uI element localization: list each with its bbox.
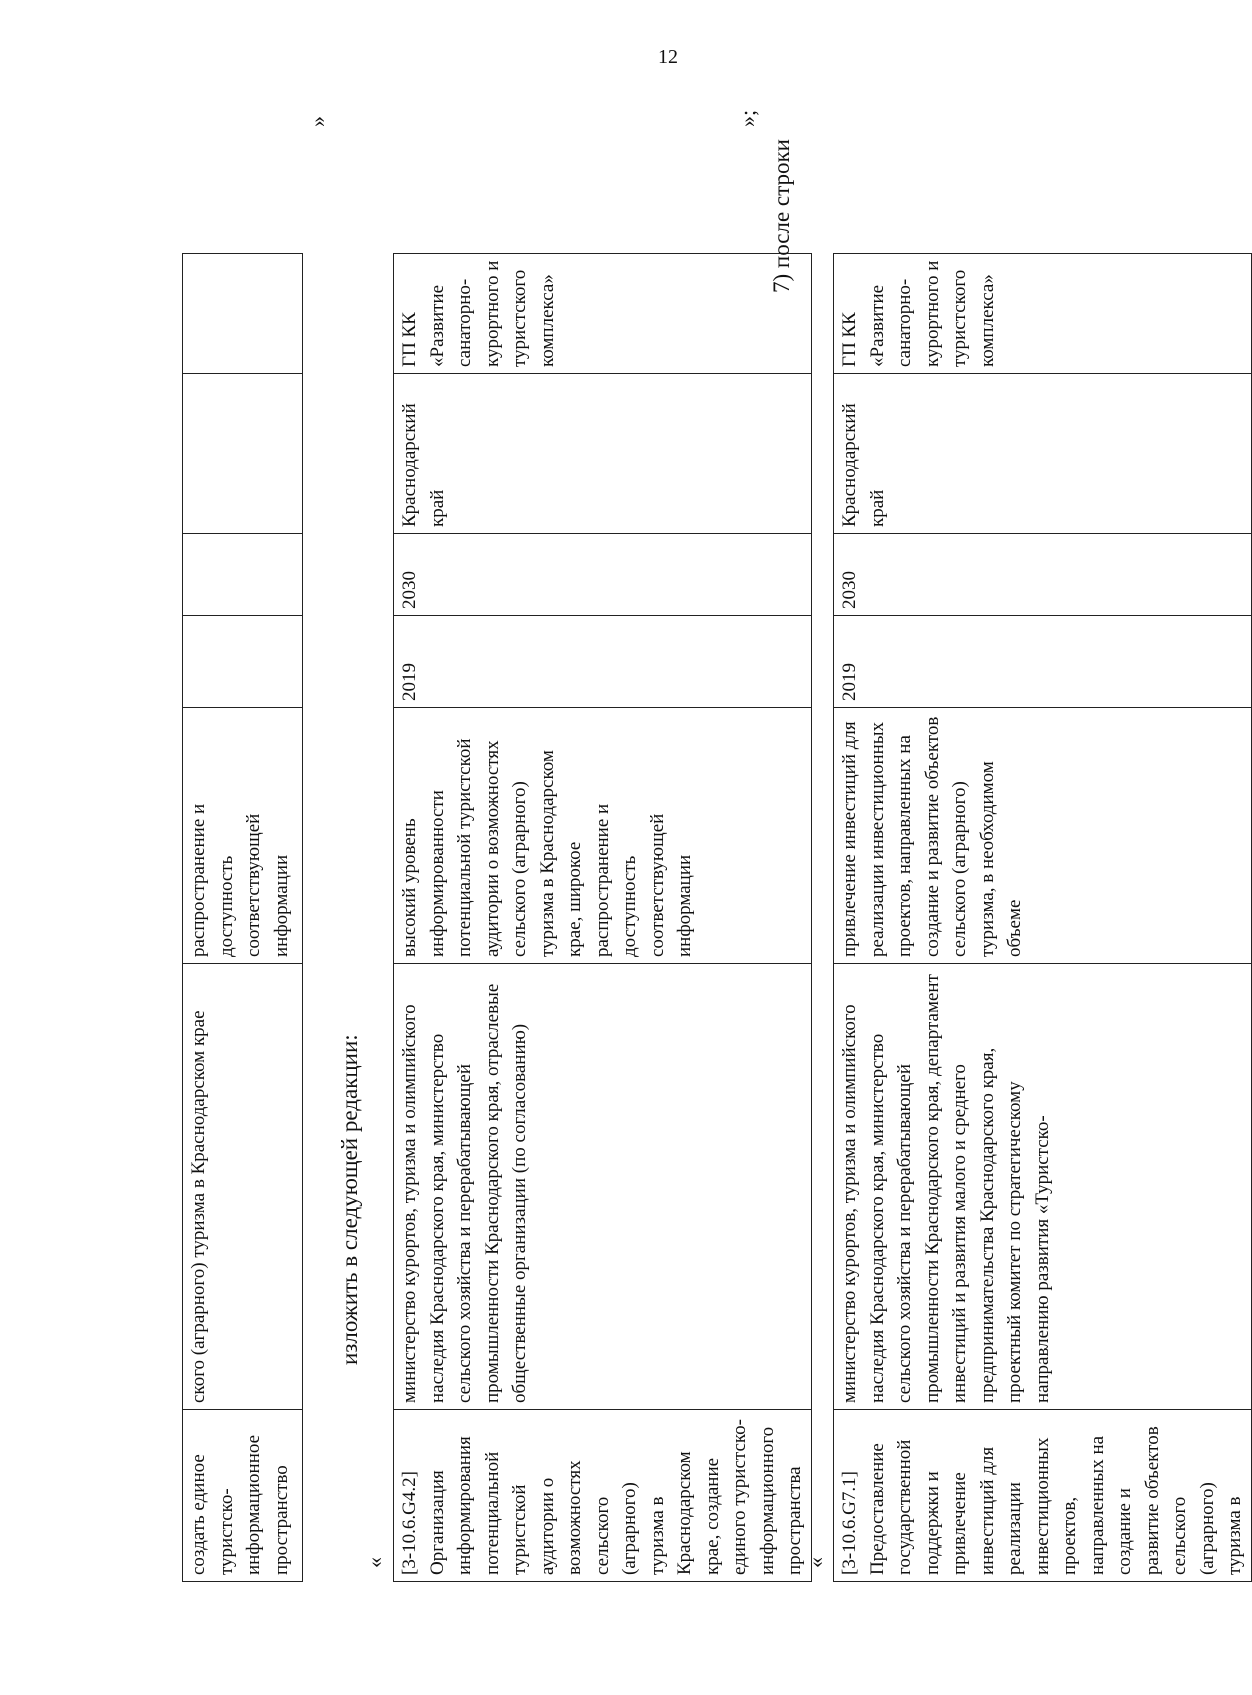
- table-cell-measures: министерство курортов, туризма и олимпийского наследия Краснодарского края, министерство сельского хозяйства и перерабатывающей промышленности Краснодарского края, отраслевые общественные организации (по согласованию): [394, 964, 812, 1410]
- table-cell-goal: [3-10.6.G7.1] Предоставление государственной поддержки и привлечение инвестиций для реализации инвестиционных проектов, направленных на создание и развитие объектов сельского (аграрного) туризма в: [834, 1410, 1252, 1582]
- table-cell-result: распространение и доступность соответствующей информации: [183, 708, 303, 964]
- page-number: 12: [658, 46, 678, 68]
- table-row: [394, 254, 812, 1582]
- table-cell-result: привлечение инвестиций для реализации инвестиционных проектов, направленных на создание и развитие объектов сельского (аграрного) туризма, в необходимом объеме: [834, 708, 1252, 964]
- table-cell-program: [183, 254, 303, 374]
- table-cell-start-year: [183, 616, 303, 708]
- closing-quote: »: [305, 116, 330, 127]
- table-cell-territory: Краснодарский край: [394, 374, 812, 534]
- paragraph-after-row: 7) после строки: [769, 139, 794, 293]
- table-cell-goal: [3-10.6.G4.2] Организация информирования потенциальной туристской аудитории о возможностях сельского (аграрного) туризма в Краснодарском крае, создание единого туристско-информационного пространства: [394, 1410, 812, 1582]
- table-cell-end-year: 2030: [834, 534, 1252, 616]
- table-cell-territory: [183, 374, 303, 534]
- table-cell-territory: Краснодарский край: [834, 374, 1252, 534]
- table-cell-measures: ского (аграрного) туризма в Краснодарском крае: [183, 964, 303, 1410]
- table-g4-2: [393, 253, 812, 1582]
- table-row: [834, 254, 1252, 1582]
- table-cell-program: ГП КК «Развитие санаторно-курортного и туристского комплекса»: [834, 254, 1252, 374]
- opening-quote: «: [803, 1557, 828, 1568]
- closing-quote-semicolon: »;: [735, 109, 760, 127]
- table-cell-result: высокий уровень информированности потенциальной туристской аудитории о возможностях сельского (аграрного) туризма в Краснодарском крае, широкое распространение и доступность соответствующей информации: [394, 708, 812, 964]
- table-cell-end-year: [183, 534, 303, 616]
- table-top-continuation: [182, 253, 303, 1582]
- table-cell-start-year: 2019: [834, 616, 1252, 708]
- table-g7-1: [833, 253, 1252, 1582]
- opening-quote: «: [362, 1557, 387, 1568]
- table-cell-measures: министерство курортов, туризма и олимпийского наследия Краснодарского края, министерство сельского хозяйства и перерабатывающей промышленности Краснодарского края, департамент инвестиций и развития малого и среднего предпринимательства Краснодарского края, проектный комитет по стратегическому направлению развития «Туристско-: [834, 964, 1252, 1410]
- table-cell-program: ГП КК «Развитие санаторно-курортного и туристского комплекса»: [394, 254, 812, 374]
- paragraph-edit-instruction: изложить в следующей редакции:: [337, 1034, 362, 1365]
- table-cell-start-year: 2019: [394, 616, 812, 708]
- table-row: [183, 254, 303, 1582]
- table-cell-end-year: 2030: [394, 534, 812, 616]
- table-cell-goal: создать единое туристско-информационное пространство: [183, 1410, 303, 1582]
